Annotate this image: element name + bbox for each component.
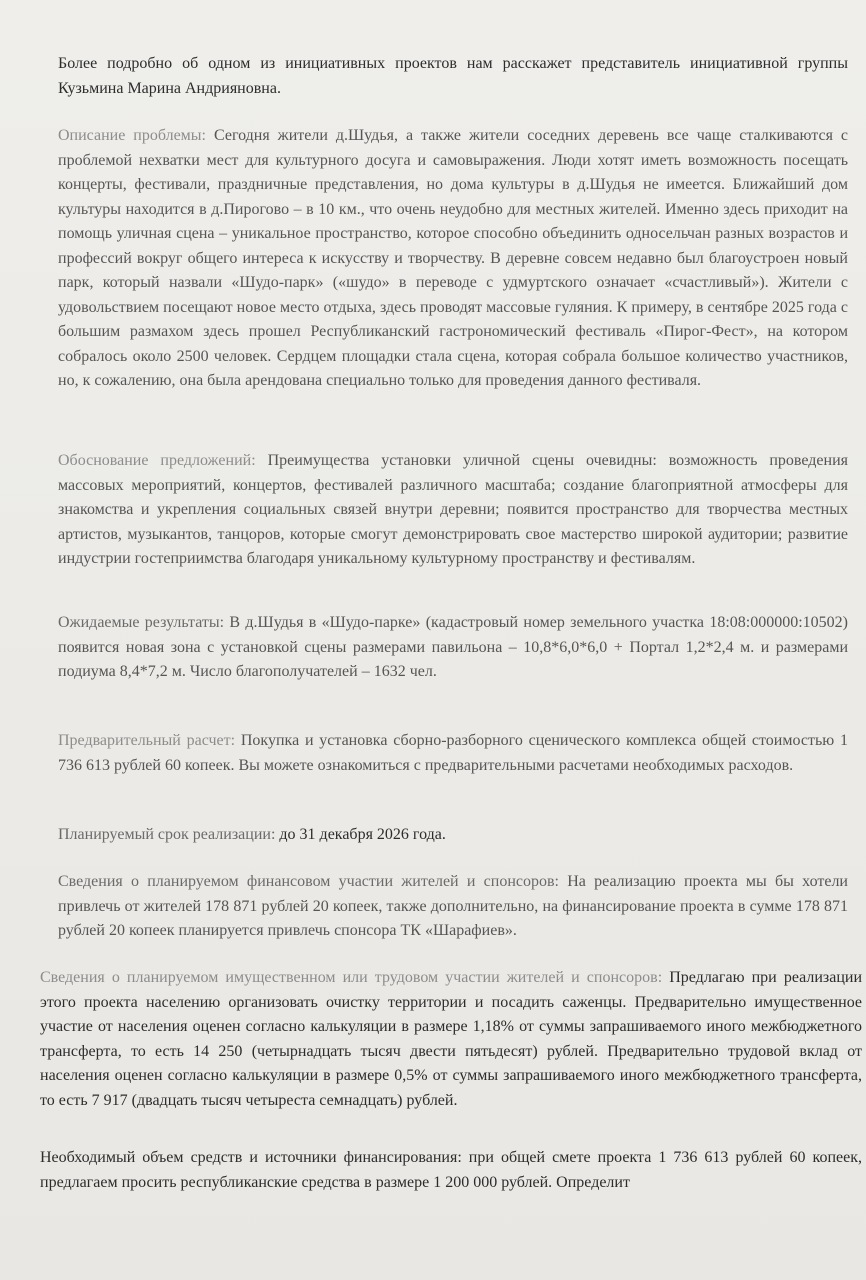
- intro-paragraph: [58, 52, 848, 101]
- property-participation-paragraph: [40, 966, 862, 1113]
- funding-label: Необходимый объем средств и источники финансирования:: [40, 1149, 462, 1166]
- problem-paragraph: [58, 124, 848, 394]
- results-label: Ожидаемые результаты:: [58, 614, 225, 631]
- results-text: В д.Шудья в «Шудо-парке» (кадастровый номер земельного участка 18:08:000000:10502) появится новая зона с установкой сцены размерами павильона – 10,8*6,0*6,0 + Портал 1,2*2,4 м. и размерами подиума 8,4*7,2 м. Число благополучателей – 1632 чел.: [58, 614, 849, 680]
- justification-label: Обоснование предложений:: [58, 452, 256, 469]
- problem-label: Описание проблемы:: [58, 127, 206, 144]
- problem-text: Сегодня жители д.Шудья, а также жители соседних деревень все чаще сталкиваются с проблемой нехватки мест для культурного досуга и самовыражения. Люди хотят иметь возможность посещать концерты, фестивали, праздничные представления, но дома культуры в д.Шудья не имеется. Ближайший дом культуры находится в д.Пирогово – в 10 км., что очень неудобно для местных жителей. Именно здесь приходит на помощь уличная сцена – уникальное пространство, которое способно объединить односельчан разных возрастов и профессий вокруг общего интереса к искусству и творчеству. В деревне совсем недавно был благоустроен новый парк, который назвали «Шудо-парк» («шудо» в переводе с удмуртского означает «счастливый»). Жители с удовольствием посещают новое место отдыха, здесь проводят массовые гуляния. К примеру, в сентябре 2025 года с большим размахом здесь прошел Республиканский гастрономический фестиваль «Пирог-Фест», на котором собралось около 2500 человек. Сердцем площадки стала сцена, которая собрала большое количество участников, но, к сожалению, она была арендована специально только для проведения данного фестиваля.: [58, 127, 849, 389]
- property-participation-text: Предлагаю при реализации этого проекта населению организовать очистку территории и посадить саженцы. Предварительно имущественное участие от населения оценен согласно калькуляции в размере 1,18% от суммы запрашиваемого иного межбюджетного трансферта, то есть 14 250 (четырнадцать тысяч двести пятьдесят) рублей. Предварительно трудовой вклад от населения оценен согласно калькуляции в размере 0,5% от суммы запрашиваемого иного межбюджетного трансферта, то есть 7 917 (двадцать тысяч четыреста семнадцать) рублей.: [40, 969, 863, 1109]
- residents-participation-label: Сведения о планируемом финансовом участии жителей и спонсоров:: [58, 873, 559, 890]
- residents-participation-paragraph: [58, 870, 848, 944]
- deadline-text: до 31 декабря 2026 года.: [275, 826, 446, 843]
- justification-text: Преимущества установки уличной сцены очевидны: возможность проведения массовых мероприятий, концертов, фестивалей различного масштаба; создание благоприятной атмосферы для знакомства и укрепления социальных связей внутри деревни; появится пространство для творчества местных артистов, музыкантов, танцоров, которые смогут демонстрировать свое мастерство широкой аудитории; развитие индустрии гостеприимства благодаря уникальному культурному пространству и фестивалям.: [58, 452, 849, 567]
- funding-paragraph: [40, 1146, 862, 1195]
- residents-participation-text: На реализацию проекта мы бы хотели привлечь от жителей 178 871 рублей 20 копеек, также дополнительно, на финансирование проекта в сумме 178 871 рублей 20 копеек планируется привлечь спонсора ТК «Шарафиев».: [58, 873, 848, 939]
- property-participation-label: Сведения о планируемом имущественном или трудовом участии жителей и спонсоров:: [40, 969, 663, 986]
- intro-text: Более подробно об одном из инициативных проектов нам расскажет представитель инициативной группы Кузьмина Марина Андрияновна.: [58, 55, 848, 97]
- calculation-paragraph: [58, 729, 848, 778]
- deadline-label: Планируемый срок реализации:: [58, 826, 276, 843]
- calculation-text: Покупка и установка сборно-разборного сценического комплекса общей стоимостью 1 736 613 рублей 60 копеек. Вы можете ознакомиться с предварительными расчетами необходимых расходов.: [58, 732, 849, 774]
- justification-paragraph: [58, 449, 848, 572]
- calculation-label: Предварительный расчет:: [58, 732, 236, 749]
- deadline-paragraph: [58, 823, 848, 848]
- results-paragraph: [58, 611, 848, 685]
- funding-text: при общей смете проекта 1 736 613 рублей 60 копеек, предлагаем просить республиканские средства в размере 1 200 000 рублей. Определит: [40, 1149, 862, 1191]
